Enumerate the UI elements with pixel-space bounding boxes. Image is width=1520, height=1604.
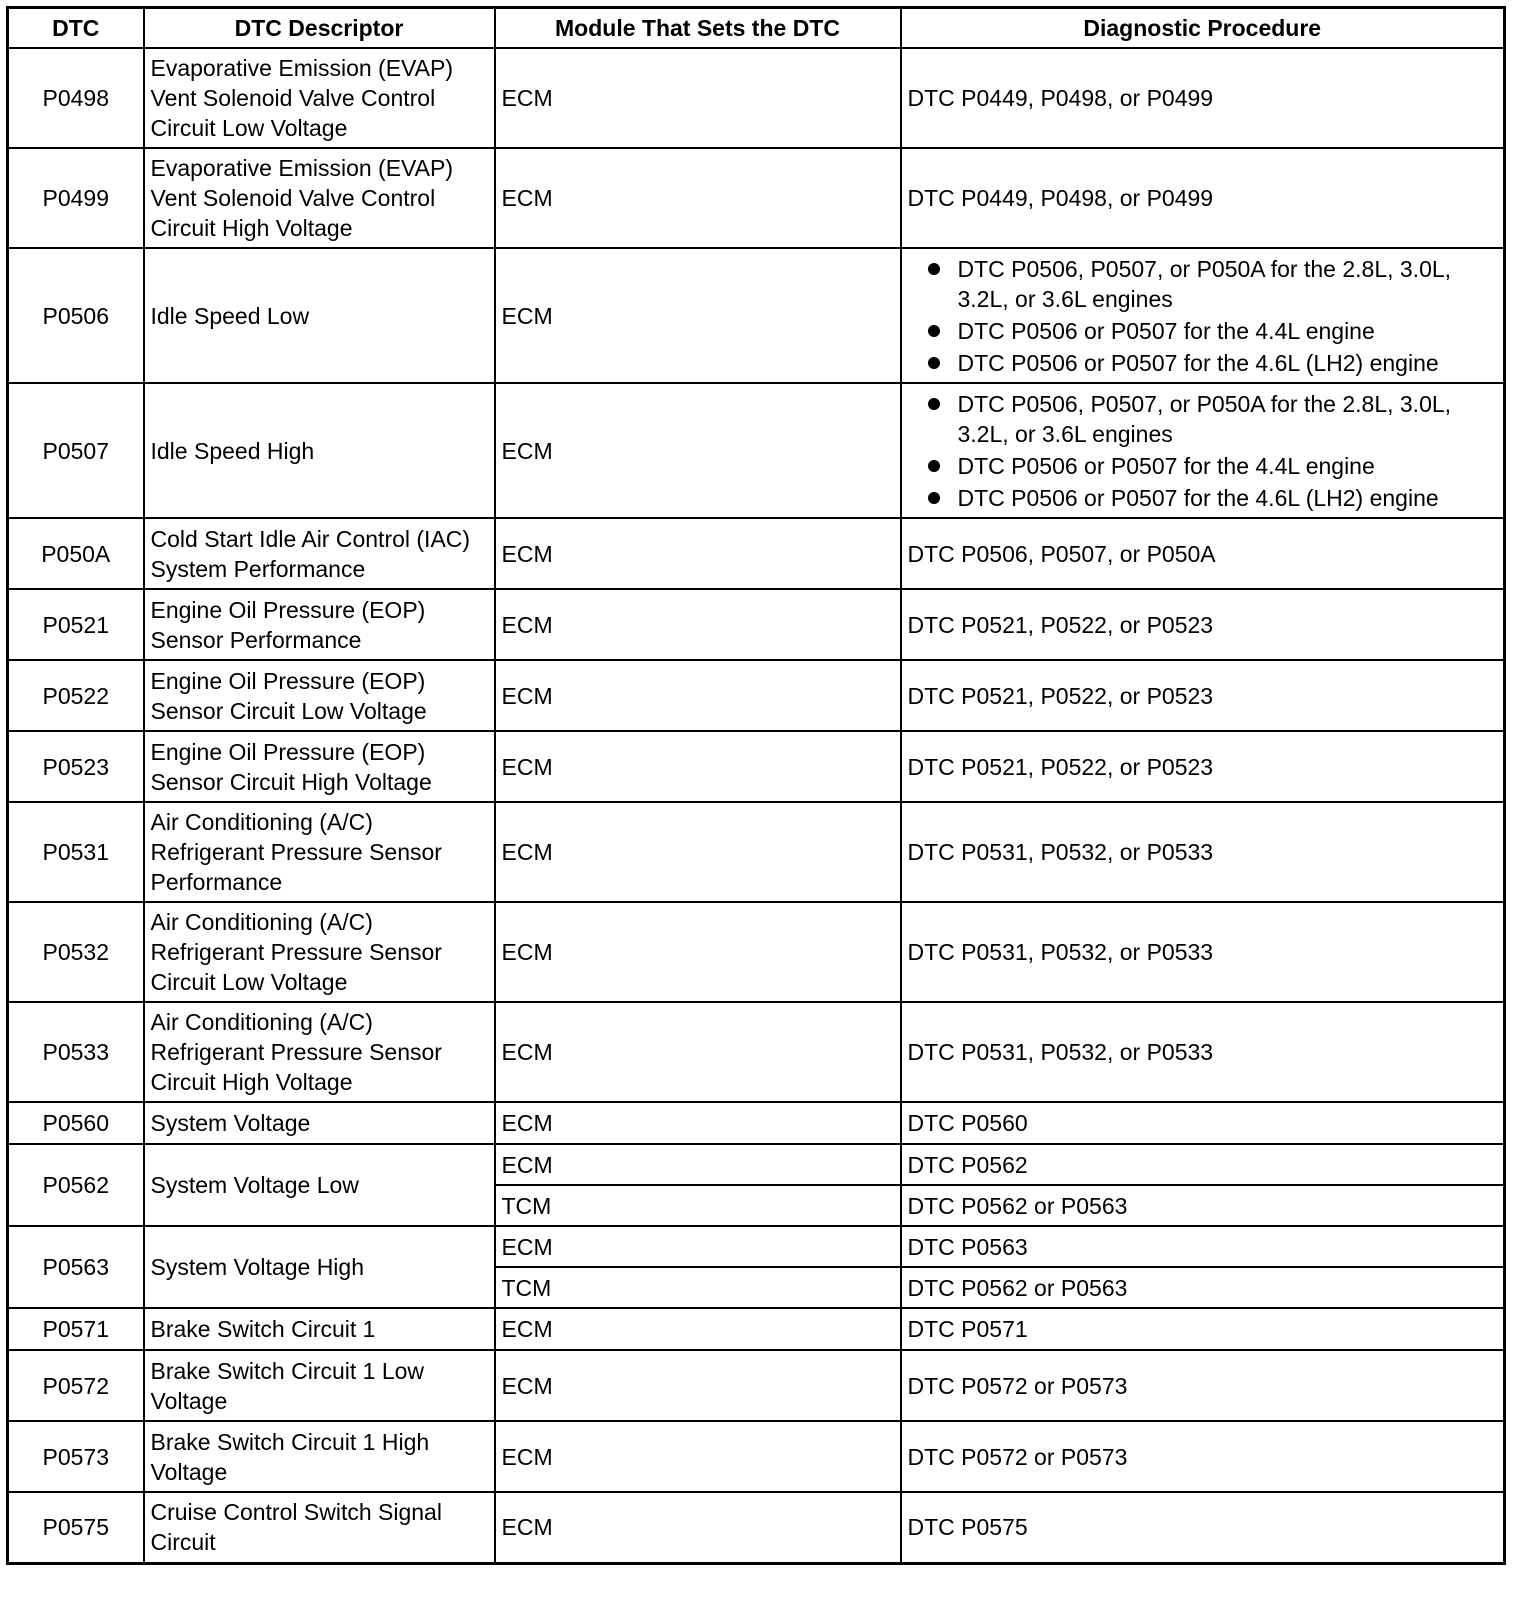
dtc-procedure bbox=[901, 248, 1505, 383]
dtc-module: ECM bbox=[495, 518, 901, 589]
dtc-descriptor: System Voltage Low bbox=[144, 1144, 495, 1226]
dtc-code: P0562 bbox=[8, 1144, 144, 1226]
dtc-module: ECM bbox=[495, 731, 901, 802]
dtc-code: P0575 bbox=[8, 1492, 144, 1563]
dtc-module: ECM bbox=[495, 1421, 901, 1492]
dtc-module: ECM bbox=[495, 48, 901, 148]
header-procedure: Diagnostic Procedure bbox=[901, 8, 1505, 49]
table-row bbox=[8, 1002, 1505, 1102]
procedure-list-item: DTC P0506 or P0507 for the 4.6L (LH2) engine bbox=[958, 483, 1498, 513]
dtc-procedure: DTC P0571 bbox=[901, 1308, 1505, 1350]
dtc-code: P0499 bbox=[8, 148, 144, 248]
table-row bbox=[8, 148, 1505, 248]
table-row bbox=[8, 383, 1505, 518]
table-row bbox=[8, 731, 1505, 802]
dtc-module: ECM bbox=[495, 1002, 901, 1102]
dtc-procedure: DTC P0560 bbox=[901, 1102, 1505, 1144]
dtc-descriptor: Evaporative Emission (EVAP) Vent Solenoid Valve Control Circuit High Voltage bbox=[144, 148, 495, 248]
procedure-list bbox=[908, 254, 1498, 378]
table-row bbox=[8, 1226, 1505, 1267]
dtc-descriptor: System Voltage bbox=[144, 1102, 495, 1144]
dtc-procedure: DTC P0531, P0532, or P0533 bbox=[901, 902, 1505, 1002]
dtc-descriptor: Engine Oil Pressure (EOP) Sensor Performance bbox=[144, 589, 495, 660]
dtc-code: P050A bbox=[8, 518, 144, 589]
procedure-list-item: DTC P0506 or P0507 for the 4.6L (LH2) engine bbox=[958, 348, 1498, 378]
dtc-code: P0532 bbox=[8, 902, 144, 1002]
dtc-table-sheet bbox=[6, 6, 1506, 1565]
table-row bbox=[8, 248, 1505, 383]
dtc-code: P0560 bbox=[8, 1102, 144, 1144]
dtc-code: P0573 bbox=[8, 1421, 144, 1492]
dtc-code: P0507 bbox=[8, 383, 144, 518]
dtc-module: ECM bbox=[495, 1144, 901, 1185]
dtc-procedure: DTC P0531, P0532, or P0533 bbox=[901, 802, 1505, 902]
procedure-list-item: DTC P0506, P0507, or P050A for the 2.8L, 3.0L, 3.2L, or 3.6L engines bbox=[958, 389, 1498, 449]
table-row bbox=[8, 1308, 1505, 1350]
header-descriptor: DTC Descriptor bbox=[144, 8, 495, 49]
table-row bbox=[8, 902, 1505, 1002]
dtc-module: ECM bbox=[495, 1102, 901, 1144]
header-row bbox=[8, 8, 1505, 49]
table-row bbox=[8, 1350, 1505, 1421]
procedure-list-item: DTC P0506 or P0507 for the 4.4L engine bbox=[958, 451, 1498, 481]
dtc-descriptor: Engine Oil Pressure (EOP) Sensor Circuit Low Voltage bbox=[144, 660, 495, 731]
dtc-procedure: DTC P0521, P0522, or P0523 bbox=[901, 589, 1505, 660]
table-row bbox=[8, 518, 1505, 589]
dtc-module: ECM bbox=[495, 1226, 901, 1267]
dtc-code: P0506 bbox=[8, 248, 144, 383]
dtc-descriptor: Idle Speed High bbox=[144, 383, 495, 518]
dtc-descriptor: System Voltage High bbox=[144, 1226, 495, 1308]
dtc-descriptor: Evaporative Emission (EVAP) Vent Solenoid Valve Control Circuit Low Voltage bbox=[144, 48, 495, 148]
dtc-descriptor: Air Conditioning (A/C) Refrigerant Pressure Sensor Circuit High Voltage bbox=[144, 1002, 495, 1102]
dtc-code: P0498 bbox=[8, 48, 144, 148]
dtc-procedure: DTC P0562 or P0563 bbox=[901, 1267, 1505, 1308]
procedure-list-item: DTC P0506, P0507, or P050A for the 2.8L, 3.0L, 3.2L, or 3.6L engines bbox=[958, 254, 1498, 314]
table-row bbox=[8, 1144, 1505, 1185]
dtc-descriptor: Brake Switch Circuit 1 bbox=[144, 1308, 495, 1350]
dtc-code: P0572 bbox=[8, 1350, 144, 1421]
dtc-module: ECM bbox=[495, 1350, 901, 1421]
table-row bbox=[8, 1492, 1505, 1563]
dtc-procedure: DTC P0572 or P0573 bbox=[901, 1421, 1505, 1492]
table-row bbox=[8, 660, 1505, 731]
table-row bbox=[8, 1102, 1505, 1144]
dtc-procedure: DTC P0575 bbox=[901, 1492, 1505, 1563]
procedure-list bbox=[908, 389, 1498, 513]
dtc-descriptor: Cruise Control Switch Signal Circuit bbox=[144, 1492, 495, 1563]
dtc-descriptor: Cold Start Idle Air Control (IAC) System Performance bbox=[144, 518, 495, 589]
procedure-list-item: DTC P0506 or P0507 for the 4.4L engine bbox=[958, 316, 1498, 346]
dtc-code: P0531 bbox=[8, 802, 144, 902]
dtc-procedure: DTC P0521, P0522, or P0523 bbox=[901, 660, 1505, 731]
dtc-module: ECM bbox=[495, 589, 901, 660]
dtc-descriptor: Brake Switch Circuit 1 High Voltage bbox=[144, 1421, 495, 1492]
dtc-procedure: DTC P0562 bbox=[901, 1144, 1505, 1185]
dtc-procedure: DTC P0562 or P0563 bbox=[901, 1185, 1505, 1226]
dtc-code: P0521 bbox=[8, 589, 144, 660]
dtc-code: P0522 bbox=[8, 660, 144, 731]
dtc-module: ECM bbox=[495, 1492, 901, 1563]
dtc-table bbox=[6, 6, 1506, 1565]
dtc-module: ECM bbox=[495, 660, 901, 731]
table-row bbox=[8, 1421, 1505, 1492]
dtc-descriptor: Air Conditioning (A/C) Refrigerant Pressure Sensor Performance bbox=[144, 802, 495, 902]
dtc-module: ECM bbox=[495, 248, 901, 383]
header-dtc: DTC bbox=[8, 8, 144, 49]
dtc-procedure: DTC P0531, P0532, or P0533 bbox=[901, 1002, 1505, 1102]
dtc-descriptor: Engine Oil Pressure (EOP) Sensor Circuit High Voltage bbox=[144, 731, 495, 802]
dtc-procedure: DTC P0563 bbox=[901, 1226, 1505, 1267]
dtc-descriptor: Idle Speed Low bbox=[144, 248, 495, 383]
dtc-procedure: DTC P0572 or P0573 bbox=[901, 1350, 1505, 1421]
dtc-module: ECM bbox=[495, 148, 901, 248]
dtc-descriptor: Air Conditioning (A/C) Refrigerant Pressure Sensor Circuit Low Voltage bbox=[144, 902, 495, 1002]
dtc-module: ECM bbox=[495, 383, 901, 518]
dtc-module: TCM bbox=[495, 1185, 901, 1226]
dtc-code: P0533 bbox=[8, 1002, 144, 1102]
dtc-procedure: DTC P0449, P0498, or P0499 bbox=[901, 48, 1505, 148]
table-row bbox=[8, 48, 1505, 148]
dtc-code: P0563 bbox=[8, 1226, 144, 1308]
header-module: Module That Sets the DTC bbox=[495, 8, 901, 49]
table-row bbox=[8, 802, 1505, 902]
dtc-module: ECM bbox=[495, 1308, 901, 1350]
dtc-code: P0571 bbox=[8, 1308, 144, 1350]
dtc-module: TCM bbox=[495, 1267, 901, 1308]
dtc-procedure: DTC P0449, P0498, or P0499 bbox=[901, 148, 1505, 248]
dtc-code: P0523 bbox=[8, 731, 144, 802]
table-row bbox=[8, 589, 1505, 660]
dtc-procedure bbox=[901, 383, 1505, 518]
dtc-procedure: DTC P0506, P0507, or P050A bbox=[901, 518, 1505, 589]
dtc-module: ECM bbox=[495, 902, 901, 1002]
dtc-procedure: DTC P0521, P0522, or P0523 bbox=[901, 731, 1505, 802]
dtc-descriptor: Brake Switch Circuit 1 Low Voltage bbox=[144, 1350, 495, 1421]
dtc-module: ECM bbox=[495, 802, 901, 902]
